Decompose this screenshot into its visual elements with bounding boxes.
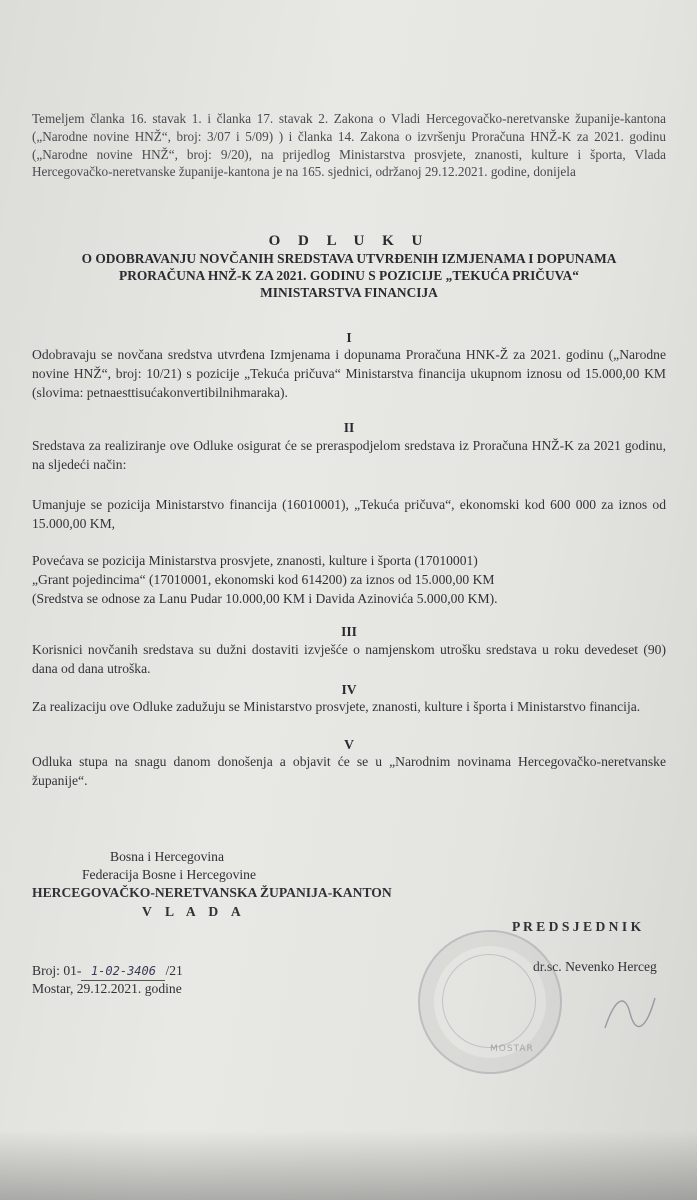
title-line-1: O ODOBRAVANJU NOVČANIH SREDSTAVA UTVRĐENIH IZMJENAMA I DOPUNAMA	[81, 251, 617, 266]
section-3-text: Korisnici novčanih sredstava su dužni dostaviti izvješće o namjenskom utrošku sredstava u roku devedeset (90) dana od dana utroška.	[32, 642, 666, 677]
footer-government: V L A D A	[142, 904, 246, 919]
president-title: P R E D S J E D N I K	[512, 919, 642, 934]
place-date: Mostar, 29.12.2021. godine	[32, 981, 182, 996]
section-4-heading: IV	[341, 682, 357, 697]
document-number	[32, 962, 183, 981]
president-name: dr.sc. Nevenko Herceg	[533, 959, 657, 974]
section-1-heading: I	[346, 330, 352, 345]
document-number-suffix: /21	[165, 963, 183, 978]
section-5-heading: V	[344, 737, 354, 752]
title-line-3: MINISTARSTVA FINANCIJA	[260, 285, 438, 300]
section-2-text-2: Umanjuje se pozicija Ministarstvo financija (16010001), „Tekuća pričuva“, ekonomski kod 600 000 za iznos od 15.000,00 KM,	[32, 497, 666, 532]
section-5-text: Odluka stupa na snagu danom donošenja a objavit će se u „Narodnim novinama Hercegovačko-neretvanske županije“.	[32, 754, 666, 789]
section-2-heading: II	[343, 420, 355, 435]
signature-mark-icon	[600, 988, 660, 1038]
section-4-text: Za realizaciju ove Odluke zadužuju se Ministarstvo prosvjete, znanosti, kulture i športa i Ministarstvo financija.	[32, 699, 641, 714]
section-2-text-3-line-3: (Sredstva se odnose za Lanu Pudar 10.000,00 KM i Davida Azinovića 5.000,00 KM).	[32, 591, 498, 606]
footer-canton: HERCEGOVAČKO-NERETVANSKA ŽUPANIJA-KANTON	[32, 885, 392, 900]
title-line-2: PRORAČUNA HNŽ-K ZA 2021. GODINU S POZICIJE „TEKUĆA PRIČUVA“	[119, 268, 579, 283]
official-seal-icon: MOSTAR	[418, 930, 562, 1074]
footer-country: Bosna i Hercegovina	[110, 849, 225, 864]
decision-title	[32, 232, 666, 301]
section-3-heading: III	[341, 624, 357, 639]
section-2-text-3-line-2: „Grant pojedincima“ (17010001, ekonomski kod 614200) za iznos od 15.000,00 KM	[32, 572, 495, 587]
title-odluku: O D L U K U	[268, 233, 430, 249]
document-number-prefix: Broj: 01-	[32, 963, 82, 978]
section-2-text-1: Sredstava za realiziranje ove Odluke osigurat će se preraspodjelom sredstava iz Proračuna HNŽ-K za 2021 godinu, na sljedeći način:	[32, 438, 666, 473]
intro-paragraph: Temeljem članka 16. stavak 1. i članka 17. stavak 2. Zakona o Vladi Hercegovačko-neretvanske županije-kantona („Narodne novine HNŽ“, broj: 3/07 i 5/09) ) i članka 14. Zakona o izvršenju Proračuna HNŽ-K za 2021. godinu („Narodne novine HNŽ“, broj: 9/20), na prijedlog Ministarstva prosvjete, znanosti, kulture i športa, Vlada Hercegovačko-neretvanske županije-kantona je na 165. sjednici, održanoj 29.12.2021. godine, donijela	[32, 111, 666, 180]
footer-federation: Federacija Bosne i Hercegovine	[82, 867, 257, 882]
section-1-text: Odobravaju se novčana sredstva utvrđena Izmjenama i dopunama Proračuna HNK-Ž za 2021. godinu („Narodne novine HNŽ“, broj: 10/21) s pozicije „Tekuća pričuva“ Ministarstva financija ukupnom iznosu od 15.000,00 KM (slovima: petnaesttisućakonvertibilnihmaraka).	[32, 347, 666, 401]
document-number-handwritten: 1-02-3406	[81, 963, 165, 981]
section-2-text-3-line-1: Povećava se pozicija Ministarstva prosvjete, znanosti, kulture i športa (17010001)	[32, 553, 478, 568]
